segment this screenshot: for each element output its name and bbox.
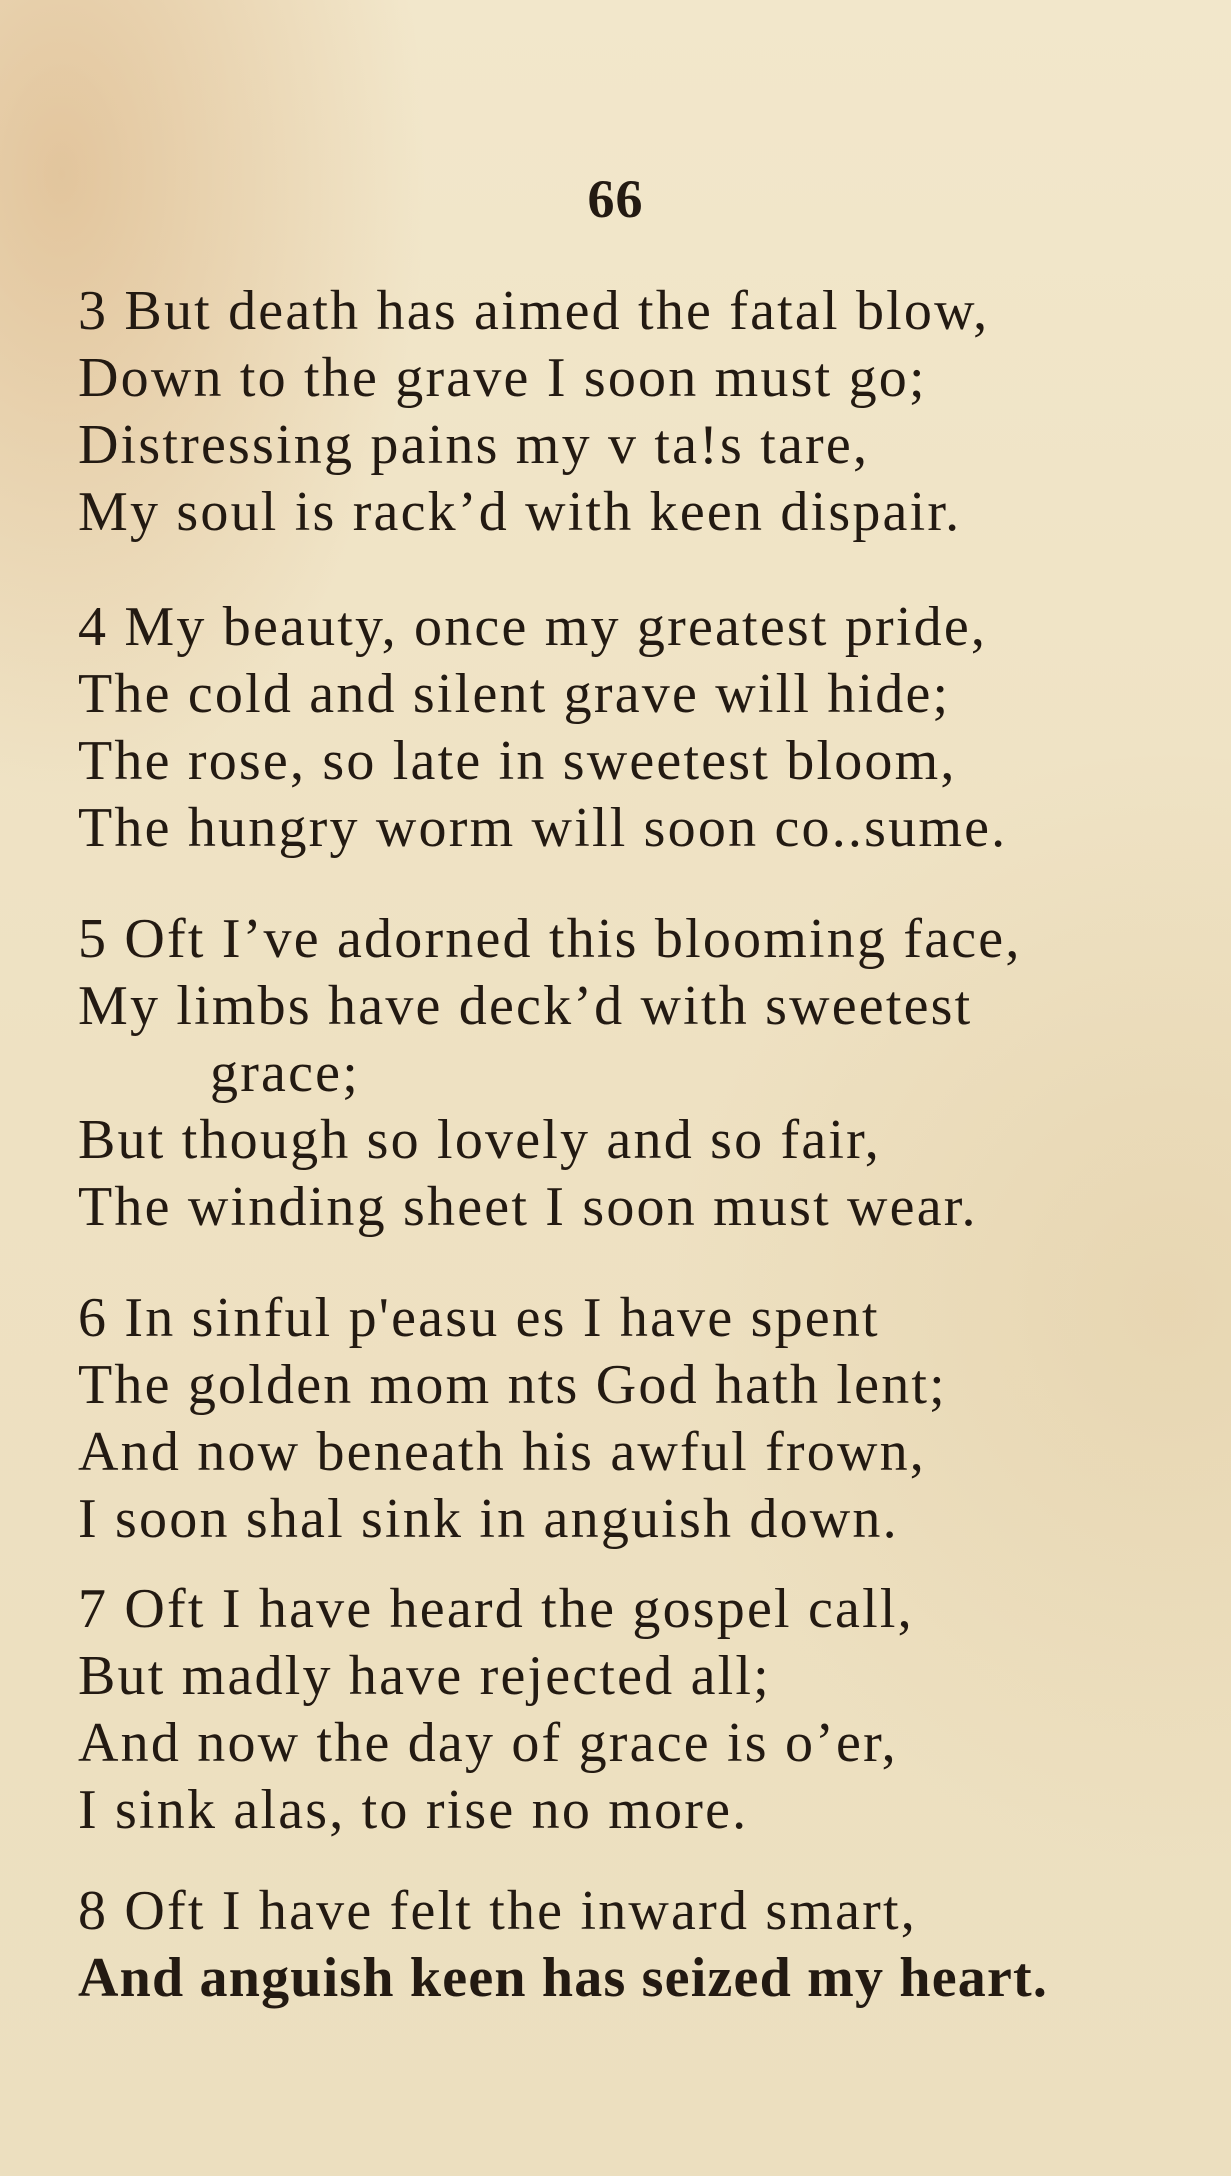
verse-4 [78,594,1208,862]
verse-3 [78,278,1208,546]
verse-line: Down to the grave I soon must go; [78,347,927,409]
verse-7 [78,1576,1208,1844]
verse-line: But madly have rejected all; [78,1645,771,1707]
verse-line: My soul is rack’d with keen dispair. [78,481,962,543]
verse-line: The cold and silent grave will hide; [78,663,951,725]
page-number: 66 [587,169,644,229]
verse-line: 8 Oft I have felt the inward smart, [78,1880,917,1942]
verse-5 [78,906,1208,1241]
verse-line: My limbs have deck’d with sweetest [78,975,973,1037]
verse-8 [78,1878,1208,2012]
verse-line: But though so lovely and so fair, [78,1109,881,1171]
verse-line: 6 In sinful p'easu es I have spent [78,1287,880,1349]
verse-line: 3 But death has aimed the fatal blow, [78,280,990,342]
verse-line: And now beneath his awful frown, [78,1421,927,1483]
verse-line: The hungry worm will soon co..sume. [78,797,1008,859]
verse-line: And now the day of grace is o’er, [78,1712,898,1774]
verse-6 [78,1285,1208,1553]
verse-line: 5 Oft I’ve adorned this blooming face, [78,908,1022,970]
verse-line: 7 Oft I have heard the gospel call, [78,1578,914,1640]
verse-line: Distressing pains my v ta!s tare, [78,414,870,476]
verse-line-continuation: grace; [210,1042,360,1104]
verse-line: 4 My beauty, once my greatest pride, [78,596,988,658]
verse-line: I soon shal sink in anguish down. [78,1488,899,1550]
verse-line: The rose, so late in sweetest bloom, [78,730,957,792]
verse-line: The golden mom nts God hath lent; [78,1354,947,1416]
verse-line: The winding sheet I soon must wear. [78,1176,978,1238]
verse-line: And anguish keen has seized my heart. [78,1947,1049,2009]
verse-line: I sink alas, to rise no more. [78,1779,749,1841]
